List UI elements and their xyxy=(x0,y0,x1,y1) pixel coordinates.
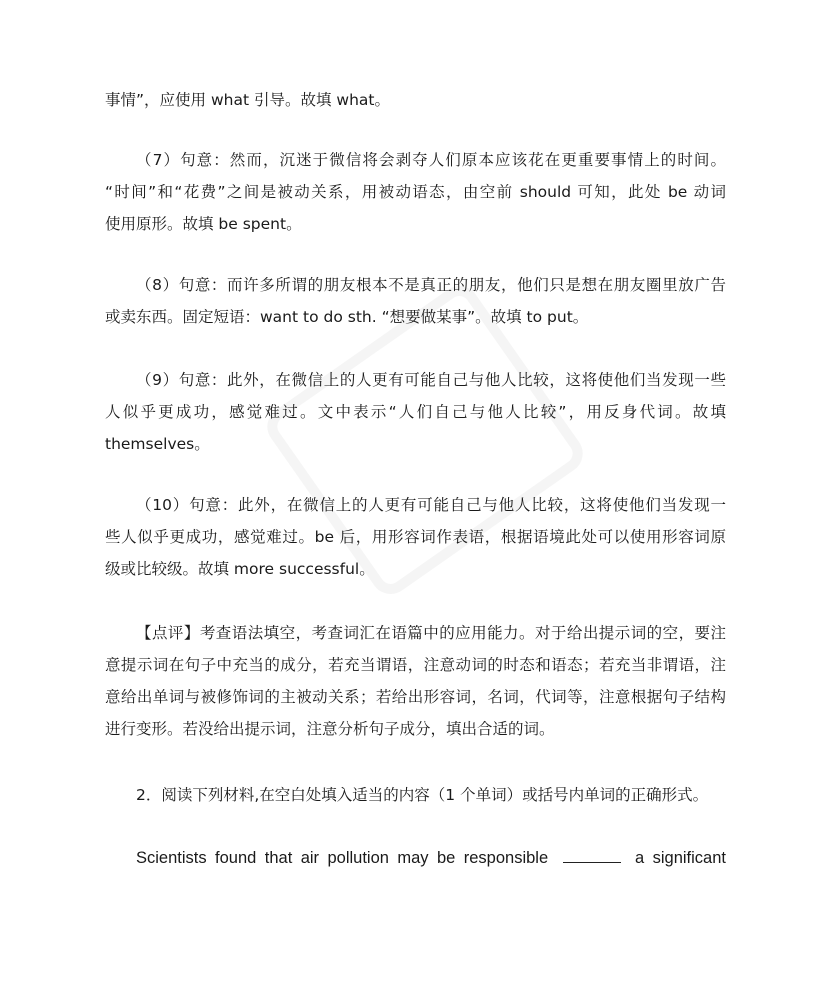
text-line: 意给出单词与被修饰词的主被动关系；若给出形容词，名词，代词等，注意根据句子结构 xyxy=(105,688,726,706)
text-line: （7）句意：然而，沉迷于微信将会剥夺人们原本应该花在更重要事情上的时间。 xyxy=(136,151,726,169)
paragraph-answer-7 xyxy=(105,144,726,240)
passage-text: a significant xyxy=(635,849,726,867)
paragraph-answer-10 xyxy=(105,489,726,585)
text-line: 人似乎更成功，感觉难过。文中表示“人们自己与他人比较”，用反身代词。故填 xyxy=(105,403,726,421)
text-line: 【点评】考查语法填空，考查词汇在语篇中的应用能力。对于给出提示词的空，要注 xyxy=(136,624,726,642)
text-line: （10）句意：此外，在微信上的人更有可能自己与他人比较，这将使他们当发现一 xyxy=(136,496,726,514)
text-line: 进行变形。若没给出提示词，注意分析句子成分，填出合适的词。 xyxy=(105,720,555,738)
text-line: 使用原形。故填 be spent。 xyxy=(105,215,302,233)
text-line: 意提示词在句子中充当的成分，若充当谓语，注意动词的时态和语态；若充当非谓语，注 xyxy=(105,656,726,674)
text-line: 些人似乎更成功，感觉难过。be 后，用形容词作表语，根据语境此处可以使用形容词原 xyxy=(105,528,726,546)
passage-text: Scientists found that air pollution may be responsible xyxy=(136,849,549,867)
passage-line xyxy=(105,842,726,874)
text-line: 级或比较级。故填 more successful。 xyxy=(105,560,375,578)
paragraph-answer-6-end xyxy=(105,84,726,116)
text-line: （9）句意：此外，在微信上的人更有可能自己与他人比较，这将使他们当发现一些 xyxy=(136,371,726,389)
paragraph-comment xyxy=(105,617,726,745)
question-2-instruction xyxy=(105,779,726,811)
text-line: “时间”和“花费”之间是被动关系，用被动语态，由空前 should 可知，此处 be 动词 xyxy=(105,183,726,201)
text-line: 或卖东西。固定短语：want to do sth. “想要做某事”。故填 to put。 xyxy=(105,308,589,326)
paragraph-answer-9 xyxy=(105,364,726,460)
text-line: themselves。 xyxy=(105,435,210,453)
text-line: 事情”，应使用 what 引导。故填 what。 xyxy=(105,91,390,109)
text-line: （8）句意：而许多所谓的朋友根本不是真正的朋友，他们只是想在朋友圈里放广告 xyxy=(136,276,726,294)
question-2-passage xyxy=(105,842,726,874)
paragraph-answer-8 xyxy=(105,269,726,333)
answer-blank xyxy=(563,844,621,863)
text-line: 2．阅读下列材料,在空白处填入适当的内容（1 个单词）或括号内单词的正确形式。 xyxy=(136,786,709,804)
